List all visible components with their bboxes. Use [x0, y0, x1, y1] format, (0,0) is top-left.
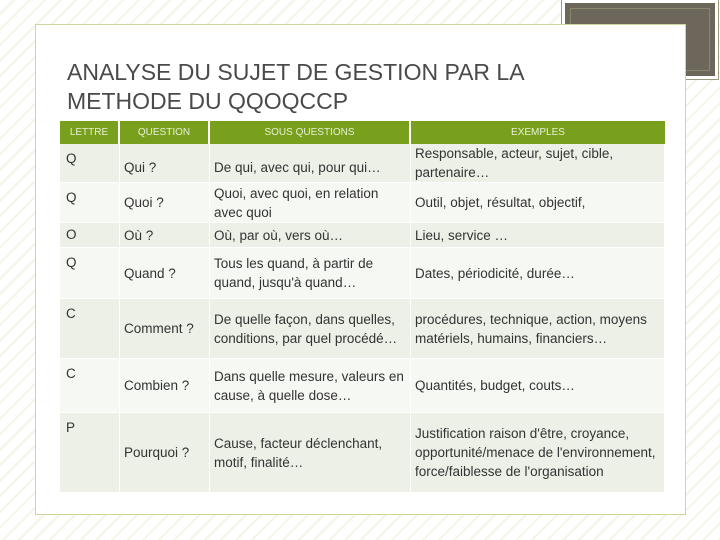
- table-row: [60, 144, 665, 183]
- table-row: [60, 248, 665, 299]
- row-question: Comment ?: [120, 299, 210, 359]
- row-letter: Q: [60, 183, 120, 223]
- row-letter: P: [60, 413, 120, 493]
- table-row: [60, 299, 665, 359]
- table-row: [60, 413, 665, 493]
- row-sub-questions: Tous les quand, à partir de quand, jusqu'à quand…: [210, 248, 411, 299]
- row-sub-questions: De quelle façon, dans quelles, conditions, par quel procédé…: [210, 299, 411, 359]
- row-examples: Outil, objet, résultat, objectif,: [411, 183, 665, 223]
- header-question: QUESTION: [120, 121, 210, 144]
- header-examples: EXEMPLES: [411, 121, 665, 144]
- row-letter: Q: [60, 248, 120, 299]
- row-question: Où ?: [120, 223, 210, 248]
- row-examples: Dates, périodicité, durée…: [411, 248, 665, 299]
- header-letter: LETTRE: [60, 121, 120, 144]
- row-question: Quoi ?: [120, 183, 210, 223]
- row-letter: Q: [60, 144, 120, 183]
- row-examples: Quantités, budget, couts…: [411, 359, 665, 413]
- table-row: [60, 183, 665, 223]
- slide-title: ANALYSE DU SUJET DE GESTION PAR LA METHODE DU QQOQCCP: [67, 59, 524, 114]
- row-question: Combien ?: [120, 359, 210, 413]
- table-row: [60, 223, 665, 248]
- row-sub-questions: Cause, facteur déclenchant, motif, finalité…: [210, 413, 411, 493]
- row-question: Pourquoi ?: [120, 413, 210, 493]
- row-examples: procédures, technique, action, moyens matériels, humains, financiers…: [411, 299, 665, 359]
- row-letter: O: [60, 223, 120, 248]
- table-row: [60, 359, 665, 413]
- header-sub-questions: SOUS QUESTIONS: [210, 121, 411, 144]
- row-sub-questions: Quoi, avec quoi, en relation avec quoi: [210, 183, 411, 223]
- row-examples: Lieu, service …: [411, 223, 665, 248]
- row-letter: C: [60, 299, 120, 359]
- row-examples: Justification raison d'être, croyance, opportunité/menace de l'environnement, force/faiblesse de l'organisation: [411, 413, 665, 493]
- row-examples: Responsable, acteur, sujet, cible, partenaire…: [411, 144, 665, 183]
- row-question: Quand ?: [120, 248, 210, 299]
- table-header-row: [60, 121, 665, 144]
- row-sub-questions: Où, par où, vers où…: [210, 223, 411, 248]
- qqoqccp-table: [60, 121, 665, 493]
- row-letter: C: [60, 359, 120, 413]
- row-question: Qui ?: [120, 144, 210, 183]
- row-sub-questions: De qui, avec qui, pour qui…: [210, 144, 411, 183]
- row-sub-questions: Dans quelle mesure, valeurs en cause, à quelle dose…: [210, 359, 411, 413]
